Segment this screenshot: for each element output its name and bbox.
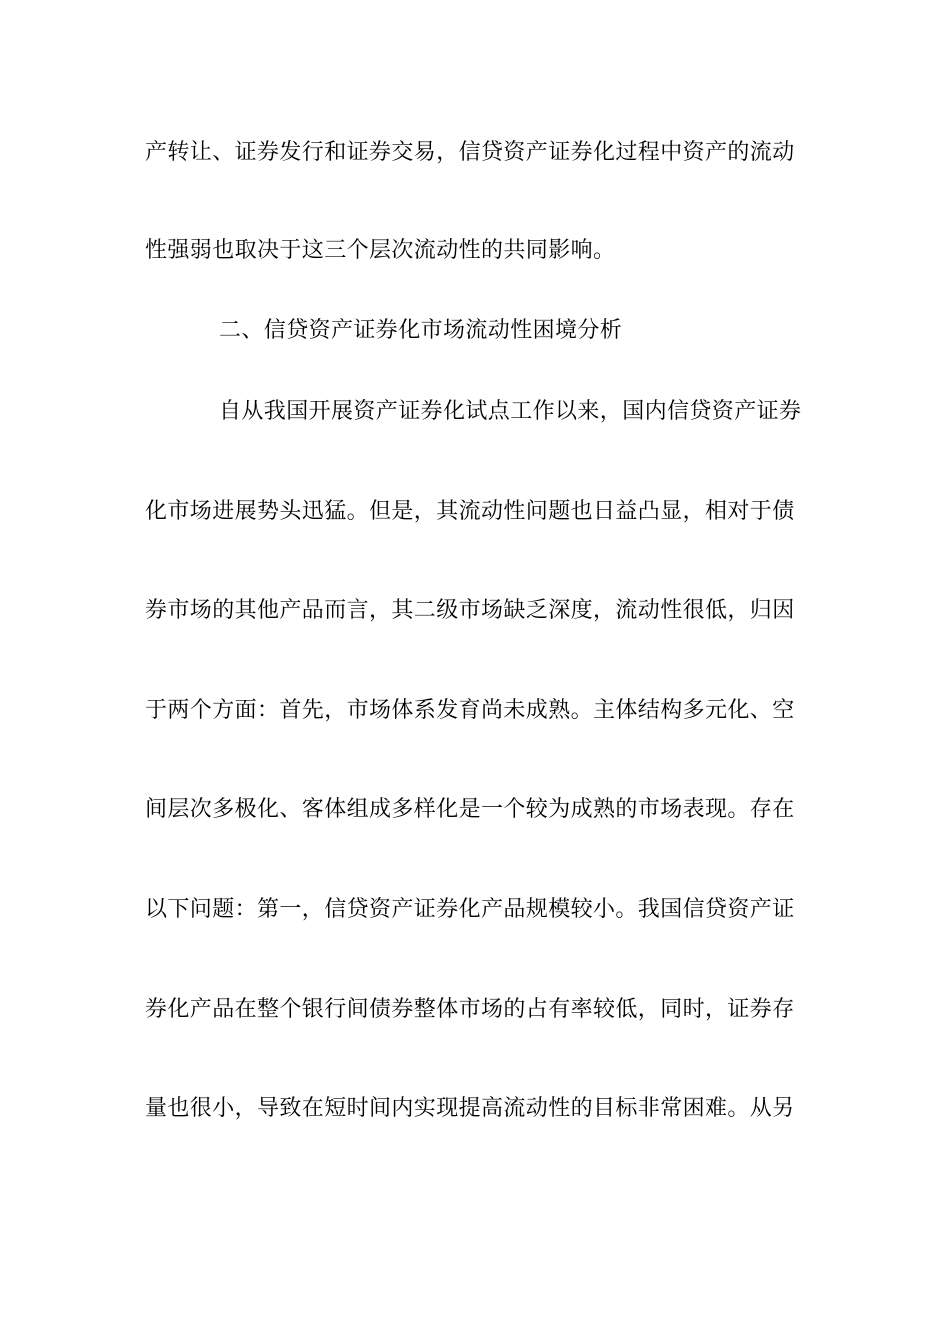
text-line-11: 量也很小，导致在短时间内实现提高流动性的目标非常困难。从另 [145, 1096, 795, 1121]
text-line-10: 券化产品在整个银行间债券整体市场的占有率较低，同时，证券存 [145, 997, 795, 1022]
section-heading: 二、信贷资产证券化市场流动性困境分析 [219, 318, 623, 343]
text-line-4: 自从我国开展资产证券化试点工作以来，国内信贷资产证券 [219, 399, 802, 424]
text-line-2: 性强弱也取决于这三个层次流动性的共同影响。 [145, 238, 616, 263]
text-line-9: 以下问题：第一，信贷资产证券化产品规模较小。我国信贷资产证 [145, 897, 795, 922]
text-line-5: 化市场进展势头迅猛。但是，其流动性问题也日益凸显，相对于债 [145, 499, 795, 524]
text-line-6: 券市场的其他产品而言，其二级市场缺乏深度，流动性很低，归因 [145, 598, 795, 623]
text-line-7: 于两个方面：首先，市场体系发育尚未成熟。主体结构多元化、空 [145, 698, 795, 723]
text-line-8: 间层次多极化、客体组成多样化是一个较为成熟的市场表现。存在 [145, 797, 795, 822]
text-line-1: 产转让、证券发行和证券交易，信贷资产证券化过程中资产的流动 [145, 140, 795, 165]
